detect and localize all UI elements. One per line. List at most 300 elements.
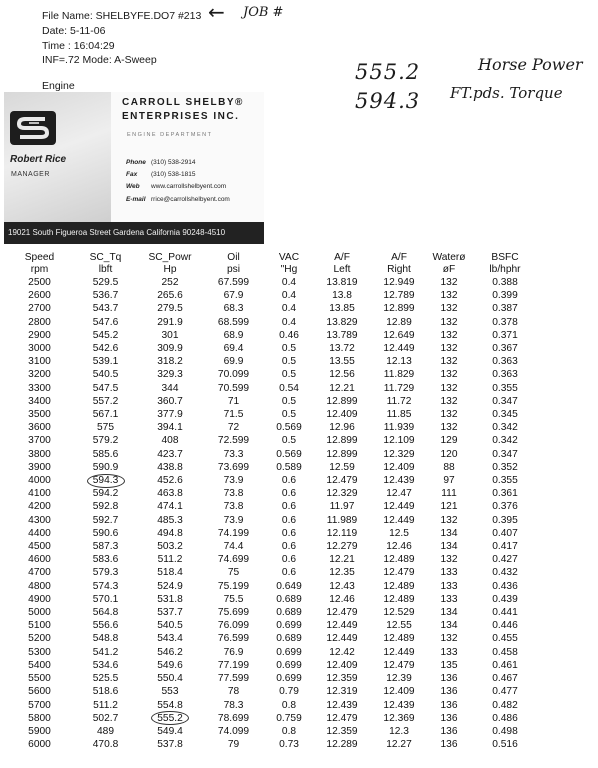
table-row xyxy=(6,487,539,500)
cell-power: 279.5 xyxy=(157,303,183,315)
cell-oil: 79 xyxy=(227,739,240,751)
cell-power: 549.6 xyxy=(157,659,183,671)
card-address-bar: 19021 South Figueroa Street Gardena California 90248-4510 xyxy=(4,222,264,244)
column-header-oil: Oil xyxy=(227,252,240,263)
table-row xyxy=(6,408,539,421)
cell-bsfc: 0.467 xyxy=(492,673,518,685)
cell-vac: 0.6 xyxy=(281,527,297,539)
cell-af-left: 12.35 xyxy=(329,567,355,579)
cell-af-right: 12.489 xyxy=(383,593,415,605)
dyno-data-table xyxy=(6,252,539,751)
cell-oil: 68.599 xyxy=(217,316,250,328)
cell-vac: 0.6 xyxy=(281,488,297,500)
cell-power: 329.3 xyxy=(157,369,183,381)
cell-torque: 502.7 xyxy=(92,712,119,724)
cell-oil: 74.199 xyxy=(217,527,250,539)
cell-af-left: 13.829 xyxy=(326,316,358,328)
cell-power: 394.1 xyxy=(157,422,183,434)
card-person-title: MANAGER xyxy=(11,171,50,178)
cell-speed: 2500 xyxy=(28,277,51,288)
cell-af-right: 11.729 xyxy=(383,382,415,394)
column-header-bsfc: BSFC xyxy=(491,252,519,263)
cell-af-left: 12.449 xyxy=(326,633,358,645)
column-unit-bsfc: lb/hphr xyxy=(489,264,521,275)
cell-oil: 74.699 xyxy=(217,554,250,566)
cell-bsfc: 0.486 xyxy=(492,712,518,724)
card-fax: (310) 538-1815 xyxy=(151,171,196,178)
card-company-line2: ENTERPRISES INC. xyxy=(122,111,240,122)
cell-water: 133 xyxy=(440,593,458,605)
cell-af-right: 12.449 xyxy=(383,501,415,513)
cell-vac: 0.6 xyxy=(281,514,297,526)
cell-power: 485.3 xyxy=(157,514,183,526)
cell-torque: 525.5 xyxy=(92,673,119,685)
cell-water: 111 xyxy=(441,488,457,500)
cell-water: 132 xyxy=(440,422,458,434)
cell-torque: 548.8 xyxy=(92,633,119,645)
cell-af-right: 12.529 xyxy=(383,607,415,619)
column-unit-oil: psi xyxy=(226,264,241,275)
cell-bsfc: 0.458 xyxy=(492,646,518,658)
cell-oil: 76.099 xyxy=(217,620,250,632)
cell-af-right: 11.72 xyxy=(386,395,412,407)
table-row xyxy=(6,566,539,579)
column-header-torque: SC_Tq xyxy=(89,252,122,263)
cell-torque: 511.2 xyxy=(93,699,118,711)
table-row xyxy=(6,461,539,474)
cell-bsfc: 0.498 xyxy=(492,725,518,737)
cell-af-left: 11.97 xyxy=(329,501,355,513)
cell-torque: 541.2 xyxy=(92,646,119,658)
cell-af-left: 13.85 xyxy=(329,303,355,315)
cell-oil: 72 xyxy=(227,422,240,434)
cell-torque: 579.2 xyxy=(92,435,119,447)
cell-af-left: 12.899 xyxy=(326,448,358,460)
cell-power: 452.6 xyxy=(157,475,183,487)
cell-power: 265.6 xyxy=(157,290,183,302)
cell-torque: 575 xyxy=(97,422,114,434)
cell-bsfc: 0.477 xyxy=(492,686,518,698)
cell-speed: 2800 xyxy=(28,316,51,328)
cell-oil: 69.4 xyxy=(223,343,244,355)
cell-af-left: 12.279 xyxy=(326,541,358,553)
cell-af-right: 12.109 xyxy=(383,435,415,447)
cell-vac: 0.689 xyxy=(276,633,302,645)
cell-torque: 585.6 xyxy=(92,448,119,460)
card-phone-label: Phone xyxy=(126,159,146,166)
table-row xyxy=(6,646,539,659)
cell-power: 318.2 xyxy=(157,356,183,368)
job-number-note: JOB # xyxy=(243,5,284,20)
cell-vac: 0.649 xyxy=(276,580,302,592)
cell-af-right: 12.13 xyxy=(386,356,412,368)
table-row xyxy=(6,672,539,685)
table-row xyxy=(6,500,539,513)
cell-af-left: 13.55 xyxy=(329,356,355,368)
cell-oil: 77.199 xyxy=(217,659,250,671)
column-unit-water: øF xyxy=(442,264,456,275)
cell-power: 537.7 xyxy=(157,607,183,619)
column-unit-af-right: Right xyxy=(387,264,411,275)
table-row xyxy=(6,738,539,751)
cell-water: 134 xyxy=(440,607,458,619)
cell-bsfc: 0.363 xyxy=(492,356,518,368)
cell-water: 133 xyxy=(440,646,458,658)
cell-torque: 583.6 xyxy=(92,554,119,566)
column-unit-torque: lbft xyxy=(98,264,113,275)
cell-af-right: 12.3 xyxy=(389,725,409,737)
cell-bsfc: 0.355 xyxy=(492,475,518,487)
table-row xyxy=(6,474,539,487)
cell-af-left: 13.789 xyxy=(326,329,358,341)
cell-water: 134 xyxy=(440,620,458,632)
cell-vac: 0.589 xyxy=(276,461,302,473)
column-unit-af-left: Left xyxy=(333,264,351,275)
cell-speed: 2700 xyxy=(28,303,51,315)
cell-speed: 6000 xyxy=(28,739,51,751)
cell-oil: 71 xyxy=(227,395,240,407)
cell-oil: 77.599 xyxy=(217,673,250,685)
cell-water: 132 xyxy=(440,395,458,407)
cell-speed: 5800 xyxy=(28,712,51,724)
table-row xyxy=(6,395,539,408)
card-fax-row xyxy=(126,171,195,178)
cell-af-left: 12.479 xyxy=(326,607,358,619)
cell-af-right: 12.489 xyxy=(383,633,415,645)
cell-af-left: 12.409 xyxy=(326,409,358,421)
cell-water: 132 xyxy=(440,382,458,394)
table-row xyxy=(6,659,539,672)
cell-af-right: 12.789 xyxy=(383,290,415,302)
cell-vac: 0.6 xyxy=(281,475,297,487)
cell-torque: 540.5 xyxy=(92,369,119,381)
cell-af-right: 11.85 xyxy=(386,409,412,421)
card-person-name: Robert Rice xyxy=(10,154,67,165)
cell-water: 133 xyxy=(440,567,458,579)
cell-speed: 3300 xyxy=(28,382,51,394)
table-row xyxy=(6,302,539,315)
cell-af-left: 12.479 xyxy=(326,712,358,724)
table-row xyxy=(6,712,539,725)
cell-power: 474.1 xyxy=(157,501,183,513)
cell-vac: 0.699 xyxy=(276,673,302,685)
cell-af-right: 12.89 xyxy=(386,316,412,328)
cell-torque: 567.1 xyxy=(92,409,119,421)
cell-torque: 574.3 xyxy=(92,580,119,592)
cell-oil: 75.199 xyxy=(217,580,250,592)
cell-af-left: 12.56 xyxy=(329,369,355,381)
table-row xyxy=(6,606,539,619)
cell-torque: 545.2 xyxy=(92,329,119,341)
cell-af-right: 12.439 xyxy=(383,699,415,711)
cell-af-right: 12.39 xyxy=(386,673,412,685)
column-header-speed: Speed xyxy=(24,252,55,263)
inf-mode-line: INF=.72 Mode: A-Sweep xyxy=(42,54,157,66)
cell-speed: 3000 xyxy=(28,343,51,355)
torque-label-note: FT.pds. Torque xyxy=(450,84,563,102)
cell-bsfc: 0.355 xyxy=(492,382,518,394)
cell-speed: 3600 xyxy=(28,422,51,434)
cell-torque: 547.5 xyxy=(92,382,119,394)
table-row xyxy=(6,382,539,395)
table-row xyxy=(6,553,539,566)
cell-af-right: 12.479 xyxy=(383,567,415,579)
cell-vac: 0.5 xyxy=(281,435,297,447)
table-row xyxy=(6,368,539,381)
cell-speed: 4200 xyxy=(28,501,51,513)
cell-vac: 0.759 xyxy=(276,712,302,724)
cell-speed: 2900 xyxy=(28,329,51,341)
cell-bsfc: 0.347 xyxy=(492,395,518,407)
table-body xyxy=(6,276,539,751)
cell-speed: 4400 xyxy=(28,527,51,539)
cell-af-left: 12.59 xyxy=(329,461,355,473)
cell-torque: 556.6 xyxy=(92,620,119,632)
card-fax-label: Fax xyxy=(126,171,138,178)
cell-speed: 5500 xyxy=(28,673,51,685)
cell-power: 524.9 xyxy=(157,580,183,592)
table-row xyxy=(6,434,539,447)
cell-bsfc: 0.407 xyxy=(492,527,518,539)
cell-oil: 70.599 xyxy=(217,382,250,394)
cell-af-right: 12.439 xyxy=(383,475,415,487)
table-row xyxy=(6,619,539,632)
table-header-units-row xyxy=(6,264,539,276)
cell-speed: 4100 xyxy=(28,488,51,500)
cell-vac: 0.699 xyxy=(276,646,302,658)
cell-af-right: 12.409 xyxy=(383,686,415,698)
card-email-label: E-mail xyxy=(126,196,146,203)
cell-speed: 4900 xyxy=(28,593,51,605)
table-row xyxy=(6,527,539,540)
shelby-logo-icon xyxy=(9,110,57,146)
date-line: Date: 5-11-06 xyxy=(42,25,106,37)
torque-value-note: 594.3 xyxy=(355,89,421,113)
cell-speed: 3800 xyxy=(28,448,51,460)
cell-water: 132 xyxy=(440,356,458,368)
cell-water: 132 xyxy=(440,633,458,645)
cell-af-right: 12.47 xyxy=(386,488,412,500)
cell-water: 132 xyxy=(440,514,458,526)
cell-oil: 71.5 xyxy=(223,409,244,421)
cell-af-right: 12.489 xyxy=(383,580,415,592)
cell-water: 132 xyxy=(440,316,458,328)
cell-power: 438.8 xyxy=(157,461,183,473)
column-unit-speed: rpm xyxy=(30,264,49,275)
cell-vac: 0.54 xyxy=(279,382,299,394)
table-row xyxy=(6,540,539,553)
table-row xyxy=(6,316,539,329)
cell-speed: 5200 xyxy=(28,633,51,645)
cell-power: 360.7 xyxy=(157,395,183,407)
cell-vac: 0.5 xyxy=(281,409,297,421)
cell-vac: 0.699 xyxy=(276,659,302,671)
cell-power: 423.7 xyxy=(157,448,183,460)
cell-speed: 4800 xyxy=(28,580,51,592)
cell-water: 132 xyxy=(440,343,458,355)
cell-power: 252 xyxy=(161,277,179,288)
cell-speed: 5900 xyxy=(28,725,51,737)
cell-bsfc: 0.432 xyxy=(492,567,518,579)
cell-bsfc: 0.516 xyxy=(492,739,518,751)
cell-speed: 3200 xyxy=(28,369,51,381)
cell-bsfc: 0.455 xyxy=(492,633,518,645)
cell-bsfc: 0.427 xyxy=(492,554,518,566)
cell-bsfc: 0.387 xyxy=(492,303,518,315)
cell-oil: 76.599 xyxy=(217,633,250,645)
cell-af-left: 12.899 xyxy=(326,435,358,447)
cell-oil: 68.3 xyxy=(223,303,244,315)
cell-af-right: 12.27 xyxy=(386,739,412,751)
cell-af-left: 12.479 xyxy=(326,475,358,487)
cell-bsfc: 0.363 xyxy=(492,369,518,381)
cell-af-left: 12.43 xyxy=(329,580,355,592)
table-row xyxy=(6,580,539,593)
cell-torque: 564.8 xyxy=(92,607,119,619)
cell-oil: 75.5 xyxy=(223,593,244,605)
cell-oil: 78 xyxy=(227,686,240,698)
cell-bsfc: 0.395 xyxy=(492,514,518,526)
cell-bsfc: 0.461 xyxy=(492,659,518,671)
cell-vac: 0.6 xyxy=(281,541,297,553)
cell-af-left: 12.899 xyxy=(326,395,358,407)
cell-oil: 74.4 xyxy=(223,541,244,553)
table-row xyxy=(6,685,539,698)
cell-oil: 68.9 xyxy=(223,329,244,341)
column-header-vac: VAC xyxy=(278,252,300,263)
cell-speed: 5000 xyxy=(28,607,51,619)
cell-water: 97 xyxy=(443,475,455,487)
cell-af-left: 12.329 xyxy=(326,488,358,500)
cell-torque: 594.3 xyxy=(73,474,138,487)
cell-water: 136 xyxy=(440,725,458,737)
cell-bsfc: 0.342 xyxy=(492,422,518,434)
card-company-line1: CARROLL SHELBY® xyxy=(122,97,244,108)
cell-torque: 570.1 xyxy=(92,593,119,605)
cell-bsfc: 0.352 xyxy=(492,461,518,473)
cell-bsfc: 0.345 xyxy=(492,409,518,421)
cell-oil: 73.8 xyxy=(223,488,244,500)
cell-af-right: 12.409 xyxy=(383,461,415,473)
card-phone-row xyxy=(126,159,195,166)
cell-torque: 590.6 xyxy=(92,527,119,539)
table-header-row xyxy=(6,252,539,264)
cell-power: 549.4 xyxy=(157,725,183,737)
horsepower-value-note: 555.2 xyxy=(355,60,421,84)
cell-vac: 0.6 xyxy=(281,501,297,513)
card-department: ENGINE DEPARTMENT xyxy=(127,132,213,138)
cell-af-right: 12.5 xyxy=(389,527,409,539)
table-header xyxy=(6,252,539,276)
cell-torque: 587.3 xyxy=(92,541,119,553)
cell-vac: 0.8 xyxy=(281,699,297,711)
cell-water: 134 xyxy=(440,541,458,553)
card-phone: (310) 538-2914 xyxy=(151,159,196,166)
cell-af-left: 12.119 xyxy=(326,527,358,539)
cell-power: 518.4 xyxy=(157,567,183,579)
cell-vac: 0.4 xyxy=(281,316,297,328)
cell-af-right: 12.46 xyxy=(386,541,412,553)
cell-power: 531.8 xyxy=(157,593,183,605)
cell-water: 132 xyxy=(440,329,458,341)
cell-speed: 4000 xyxy=(28,475,51,487)
cell-af-left: 13.819 xyxy=(326,277,358,288)
cell-torque: 539.1 xyxy=(92,356,119,368)
cell-af-right: 11.939 xyxy=(383,422,415,434)
cell-water: 132 xyxy=(440,409,458,421)
cell-af-left: 12.359 xyxy=(326,673,358,685)
cell-oil: 74.099 xyxy=(217,725,250,737)
cell-vac: 0.569 xyxy=(276,448,302,460)
cell-water: 88 xyxy=(443,461,455,473)
cell-bsfc: 0.439 xyxy=(492,593,518,605)
cell-af-left: 12.46 xyxy=(329,593,355,605)
cell-vac: 0.5 xyxy=(281,343,297,355)
cell-power: 553 xyxy=(161,686,179,698)
cell-oil: 73.9 xyxy=(223,475,244,487)
cell-bsfc: 0.417 xyxy=(492,541,518,553)
cell-vac: 0.79 xyxy=(279,686,299,698)
table-row xyxy=(6,289,539,302)
cell-water: 136 xyxy=(440,739,458,751)
cell-speed: 3400 xyxy=(28,395,51,407)
cell-bsfc: 0.436 xyxy=(492,580,518,592)
cell-oil: 73.699 xyxy=(217,461,250,473)
cell-water: 136 xyxy=(440,712,458,724)
cell-speed: 5700 xyxy=(28,699,51,711)
cell-speed: 5400 xyxy=(28,659,51,671)
cell-af-right: 12.369 xyxy=(383,712,415,724)
cell-oil: 67.9 xyxy=(223,290,244,302)
card-email: rrice@carrollshelbyent.com xyxy=(151,196,230,203)
cell-torque: 557.2 xyxy=(92,395,119,407)
cell-vac: 0.569 xyxy=(276,422,302,434)
business-card xyxy=(4,92,264,244)
arrow-left-icon: ← xyxy=(208,0,225,24)
cell-power: 540.5 xyxy=(157,620,183,632)
cell-power: 543.4 xyxy=(157,633,183,645)
cell-oil: 75 xyxy=(227,567,240,579)
cell-af-left: 12.21 xyxy=(329,382,355,394)
cell-bsfc: 0.441 xyxy=(492,607,518,619)
cell-power: 550.4 xyxy=(157,673,183,685)
cell-speed: 5600 xyxy=(28,686,51,698)
cell-power: 344 xyxy=(161,382,179,394)
time-line: Time : 16:04:29 xyxy=(42,40,115,52)
cell-speed: 3500 xyxy=(28,409,51,421)
cell-af-left: 12.409 xyxy=(326,659,358,671)
cell-power: 377.9 xyxy=(157,409,183,421)
table-row xyxy=(6,699,539,712)
cell-water: 132 xyxy=(440,290,458,302)
cell-power: 408 xyxy=(161,435,179,447)
cell-water: 132 xyxy=(440,277,458,288)
cell-oil: 78.3 xyxy=(223,699,244,711)
cell-water: 136 xyxy=(440,699,458,711)
cell-oil: 76.9 xyxy=(223,646,244,658)
cell-speed: 4700 xyxy=(28,567,51,579)
table-row xyxy=(6,342,539,355)
cell-bsfc: 0.388 xyxy=(492,277,518,288)
column-header-af-right: A/F xyxy=(391,252,407,263)
cell-water: 136 xyxy=(440,686,458,698)
cell-vac: 0.5 xyxy=(281,356,297,368)
column-header-power: SC_Powr xyxy=(148,252,192,263)
cell-af-left: 12.359 xyxy=(326,725,358,737)
cell-vac: 0.699 xyxy=(276,620,302,632)
cell-oil: 78.699 xyxy=(217,712,250,724)
cell-speed: 5300 xyxy=(28,646,51,658)
